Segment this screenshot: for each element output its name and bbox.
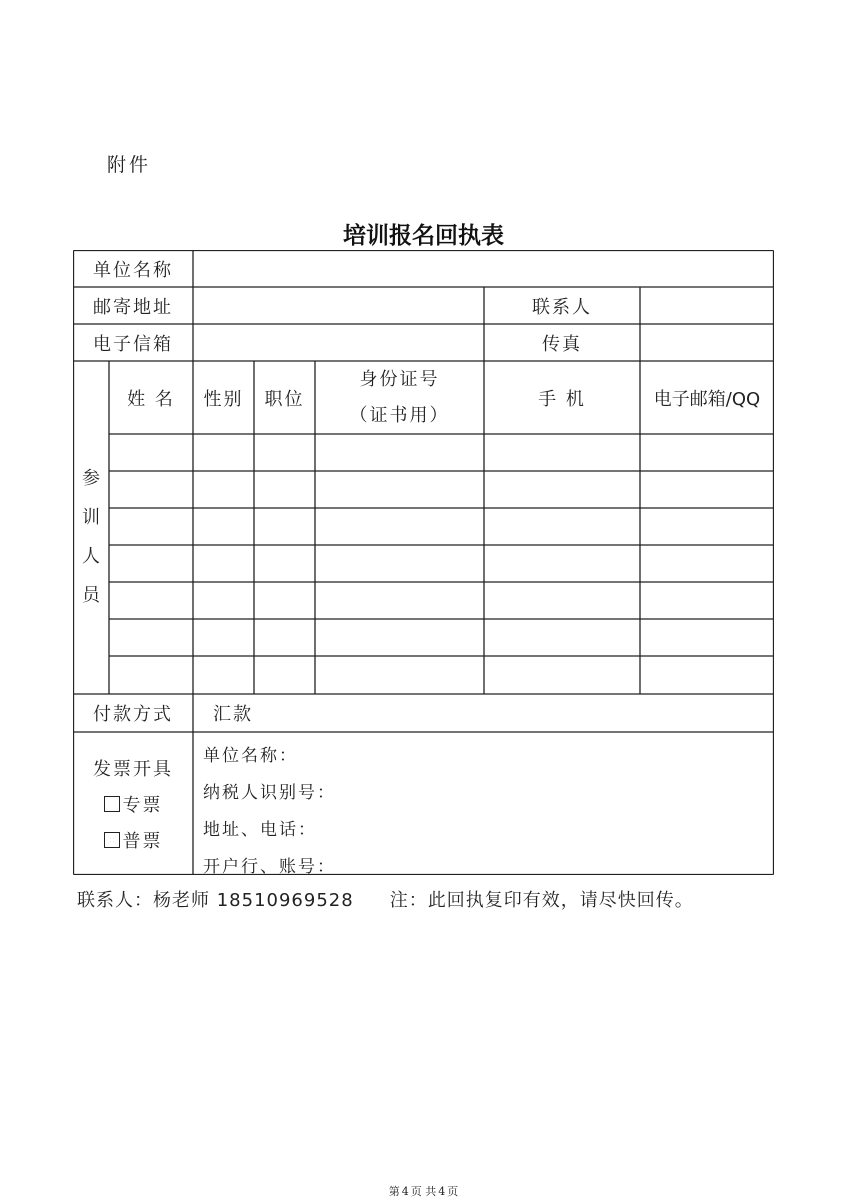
page-suffix: 页 bbox=[447, 1185, 459, 1198]
label-email: 电子信箱 bbox=[93, 333, 173, 355]
column-email-qq: 电子邮箱/QQ bbox=[653, 388, 761, 410]
invoice-special-label: 专票 bbox=[122, 795, 163, 816]
column-mobile: 手 机 bbox=[538, 388, 586, 410]
participants-char: 员 bbox=[82, 585, 100, 606]
invoice-normal-label: 普票 bbox=[122, 831, 163, 852]
form-title: 培训报名回执表 bbox=[343, 222, 504, 249]
page-prefix: 第 bbox=[388, 1185, 400, 1198]
label-mail-address: 邮寄地址 bbox=[93, 296, 173, 318]
page-middle: 页 共 bbox=[410, 1185, 437, 1198]
footer bbox=[77, 886, 694, 912]
column-position: 职位 bbox=[264, 388, 305, 410]
checkbox-special[interactable] bbox=[104, 796, 120, 812]
invoice-field-address-phone: 地址、电话： bbox=[203, 820, 317, 840]
page-total: 4 bbox=[438, 1185, 446, 1198]
column-id-number bbox=[315, 361, 484, 434]
label-payment: 付款方式 bbox=[93, 704, 173, 725]
label-unit-name: 单位名称 bbox=[93, 259, 173, 281]
invoice-field-unit-name: 单位名称： bbox=[203, 746, 298, 766]
page-number bbox=[0, 1183, 847, 1199]
invoice-fields bbox=[203, 738, 336, 886]
attachment-label: 附件 bbox=[107, 154, 152, 176]
label-participants bbox=[73, 459, 109, 615]
footer-contact: 联系人：杨老师 18510969528 bbox=[77, 890, 354, 911]
invoice-normal-option[interactable] bbox=[104, 824, 163, 860]
label-contact: 联系人 bbox=[532, 296, 592, 318]
registration-form-table bbox=[73, 250, 774, 875]
invoice-options bbox=[73, 752, 193, 860]
invoice-field-bank-account: 开户行、账号： bbox=[203, 857, 336, 877]
label-fax: 传真 bbox=[542, 333, 582, 355]
participants-char: 训 bbox=[82, 507, 100, 528]
page-current: 4 bbox=[401, 1185, 409, 1198]
participants-char: 人 bbox=[82, 546, 100, 567]
checkbox-normal[interactable] bbox=[104, 832, 120, 848]
invoice-field-tax-id: 纳税人识别号： bbox=[203, 783, 336, 803]
label-invoice: 发票开具 bbox=[93, 759, 173, 780]
participants-char: 参 bbox=[82, 468, 100, 489]
column-name: 姓 名 bbox=[127, 388, 175, 410]
column-id-number-line2: （证书用） bbox=[349, 404, 450, 426]
column-gender: 性别 bbox=[203, 388, 244, 410]
footer-note: 注：此回执复印有效，请尽快回传。 bbox=[389, 890, 694, 911]
payment-value: 汇款 bbox=[213, 704, 253, 725]
column-id-number-line1: 身份证号 bbox=[359, 368, 440, 390]
invoice-special-option[interactable] bbox=[104, 788, 163, 824]
